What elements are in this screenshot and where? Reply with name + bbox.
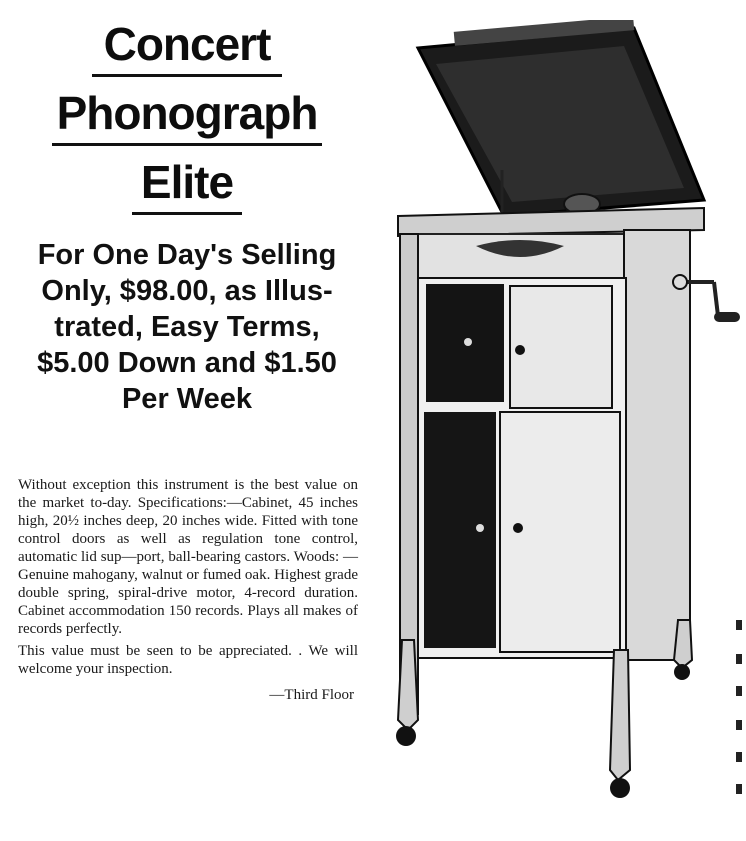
lower-left-door [424,412,496,648]
edge-fragment [736,752,742,762]
headline-rule-1 [92,74,282,77]
body-paragraph-2: This value must be seen to be appreciated. . We will welcome your inspection. [18,643,358,677]
left-castor [396,726,416,746]
lower-door-knob [513,523,523,533]
headline-line-1: Concert [103,18,271,70]
body-copy [18,476,358,704]
upper-door [510,286,612,408]
headline-rule-2 [52,143,322,146]
headline-line-3: Elite [140,156,234,208]
subheadline-line-4: $5.00 Down and $1.50 [37,347,337,379]
upper-left-knob [464,338,472,346]
right-front-castor [610,778,630,798]
edge-fragment [736,720,742,730]
edge-fragment [736,654,742,664]
right-back-leg [674,620,692,668]
body-paragraph-1: Without exception this instrument is the best value on the market to-day. Specifications:—Cabinet, 45 inches high, 20½ inches deep, 20 inches wide. Fitted with tone control doors as well as regulation tone control, automatic lid sup—port, ball-bearing castors. Woods: —Genuine mahogany, walnut or fumed oak. Highest grade double spring, spiral-drive motor, 4-record duration. Cabinet accommodation 150 records. Plays all makes of records perfectly. [18,477,358,637]
headline-rule-3 [132,212,242,215]
subheadline-line-5: Per Week [121,383,253,415]
advertisement-text-column [14,18,360,417]
edge-fragment [736,686,742,696]
subheadline-line-2: Only, $98.00, as Illus- [41,275,333,307]
phonograph-cabinet-illustration [384,20,746,830]
edge-fragment [736,784,742,794]
crank-handle [714,312,740,322]
crank-arm [714,282,718,316]
right-back-castor [674,664,690,680]
edge-fragment [736,620,742,630]
cabinet-right-side [624,230,690,660]
subheadline-line-1: For One Day's Selling [37,239,337,271]
headline-line-2: Phonograph [56,87,318,139]
subheadline [14,237,360,417]
right-front-leg [610,650,630,780]
upper-door-knob [515,345,525,355]
lower-left-knob [476,524,484,532]
subheadline-line-3: trated, Easy Terms, [54,311,320,343]
signature-third-floor: —Third Floor [269,687,354,703]
left-leg [398,640,418,730]
crank-hub [673,275,687,289]
